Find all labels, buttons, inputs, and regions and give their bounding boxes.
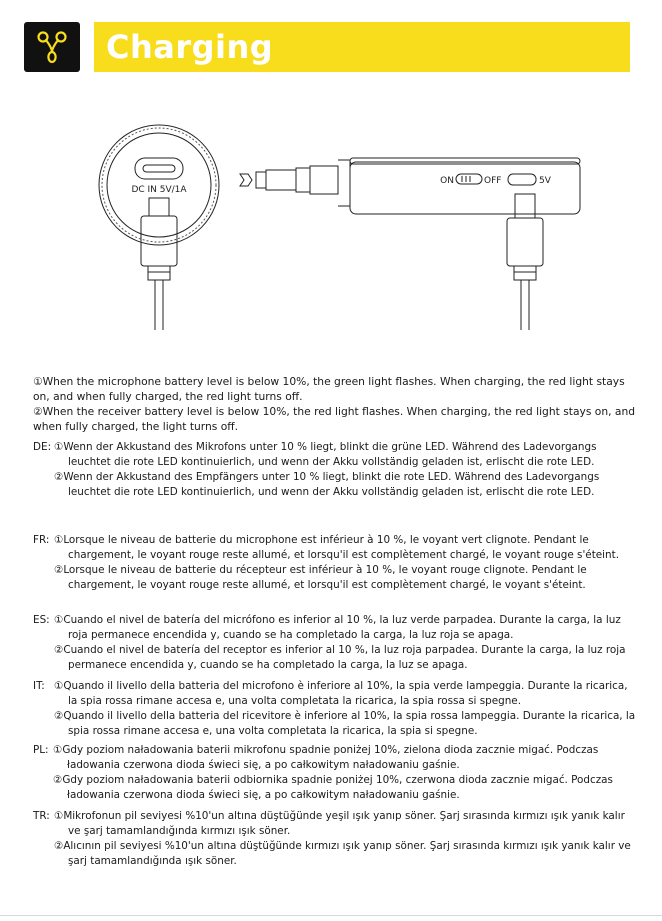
- intro-item-2: ②When the receiver battery level is below 10%, the red light flashes. When charging, the red light stays on, and when fully charged, the light turns off.: [33, 405, 636, 433]
- jack-tip: [240, 174, 252, 186]
- switch-on-label: ON: [440, 176, 454, 186]
- lang-code: TR:: [33, 810, 50, 822]
- transmitter-port-label: 5V: [539, 176, 551, 186]
- lang-code: FR:: [33, 534, 50, 546]
- lang-item: ②Lorsque le niveau de batterie du récepteur est inférieur à 10 %, le voyant rouge clignote. Pendant le chargement, le voyant rouge reste allumé, et lorsqu'il est complètement chargé, le voyant s'éteint.: [54, 564, 587, 591]
- lang-item: ②Alıcının pil seviyesi %10'un altına düştüğünde kırmızı ışık yanıp söner. Şarj sırasında kırmızı ışık yanık kalır ve şarj tamamlandığında ışık söner.: [54, 840, 631, 867]
- lang-item: ②Quando il livello della batteria del ricevitore è inferiore al 10%, la spia rossa lampeggia. Durante la ricarica, la spia rossa rimane accesa e, una volta completata la ricarica, la spia si spegne.: [54, 710, 636, 737]
- intro-item-1: ①When the microphone battery level is below 10%, the green light flashes. When charging, the red light stays on, and when fully charged, the red light turns off.: [33, 375, 625, 403]
- brand-logo: [24, 22, 80, 72]
- page-title: Charging: [106, 28, 274, 66]
- lang-block-pl: [33, 743, 637, 803]
- lang-item: ①Gdy poziom naładowania baterii mikrofonu spadnie poniżej 10%, zielona dioda zacznie migać. Podczas ładowania czerwona dioda świeci się, a po całkowitym naładowaniu gaśnie.: [53, 744, 599, 771]
- lang-block-it: [33, 679, 637, 739]
- lang-item: ②Wenn der Akkustand des Empfängers unter 10 % liegt, blinkt die rote LED. Während des Ladevorgangs leuchtet die rote LED kontinuierlich, und wenn der Akku vollständig geladen ist, erlischt die rote LED.: [54, 471, 600, 498]
- lang-block-fr: [33, 533, 637, 593]
- lang-code: ES:: [33, 614, 50, 626]
- intro-text: [33, 374, 637, 434]
- y-symbol-icon: [24, 22, 80, 72]
- lang-code: PL:: [33, 744, 49, 756]
- page-divider: [0, 915, 662, 916]
- cable-boot-transmitter: [507, 218, 543, 266]
- title-bar: [94, 22, 630, 72]
- lang-item: ①Quando il livello della batteria del microfono è inferiore al 10%, la spia verde lampeggia. Durante la ricarica, la spia rossa rimane accesa e, una volta completata la ricarica, la spia rossa si spegne.: [54, 680, 628, 707]
- lang-item: ②Cuando el nivel de batería del receptor es inferior al 10 %, la luz roja parpadea. Durante la carga, la luz roja permanece encendida y, cuando se ha completado la carga, la luz se apaga.: [54, 644, 626, 671]
- lang-item: ①Cuando el nivel de batería del micrófono es inferior al 10 %, la luz verde parpadea. Durante la carga, la luz roja permanece encendida y, cuando se ha completado la carga, la luz roja se apaga.: [54, 614, 621, 641]
- lang-code: DE:: [33, 441, 52, 453]
- lang-item: ①Wenn der Akkustand des Mikrofons unter 10 % liegt, blinkt die grüne LED. Während des Ladevorgangs leuchtet die rote LED kontinuierlich, und wenn der Akku vollständig geladen ist, erlischt die rote LED.: [54, 441, 597, 468]
- transmitter-body: [350, 162, 580, 214]
- charging-illustration: [80, 120, 600, 342]
- lang-item: ②Gdy poziom naładowania baterii odbiornika spadnie poniżej 10%, czerwona dioda zacznie migać. Podczas ładowania czerwona dioda świeci się, a po całkowitym naładowaniu gaśnie.: [53, 774, 613, 801]
- lang-block-es: [33, 613, 637, 673]
- lang-block-de: [33, 440, 637, 500]
- switch-off-label: OFF: [484, 176, 502, 186]
- transmitter-device: [240, 158, 580, 330]
- receiver-device: [99, 125, 219, 330]
- receiver-port-label: DC IN 5V/1A: [131, 185, 187, 195]
- usb-c-port: [135, 158, 183, 179]
- lang-item: ①Mikrofonun pil seviyesi %10'un altına düştüğünde yeşil ışık yanıp söner. Şarj sırasında kırmızı ışık yanık kalır ve şarj tamamlandığında kırmızı ışık söner.: [54, 810, 625, 837]
- usb-plug-receiver: [149, 198, 169, 216]
- power-switch: [456, 174, 482, 184]
- lang-item: ①Lorsque le niveau de batterie du microphone est inférieur à 10 %, le voyant vert clignote. Pendant le chargement, le voyant rouge reste allumé, et lorsqu'il est complètement chargé, le voyant rouge s'éteint.: [54, 534, 620, 561]
- lang-block-tr: [33, 809, 637, 869]
- usb-c-port-transmitter: [508, 174, 536, 185]
- lang-code: IT:: [33, 680, 45, 692]
